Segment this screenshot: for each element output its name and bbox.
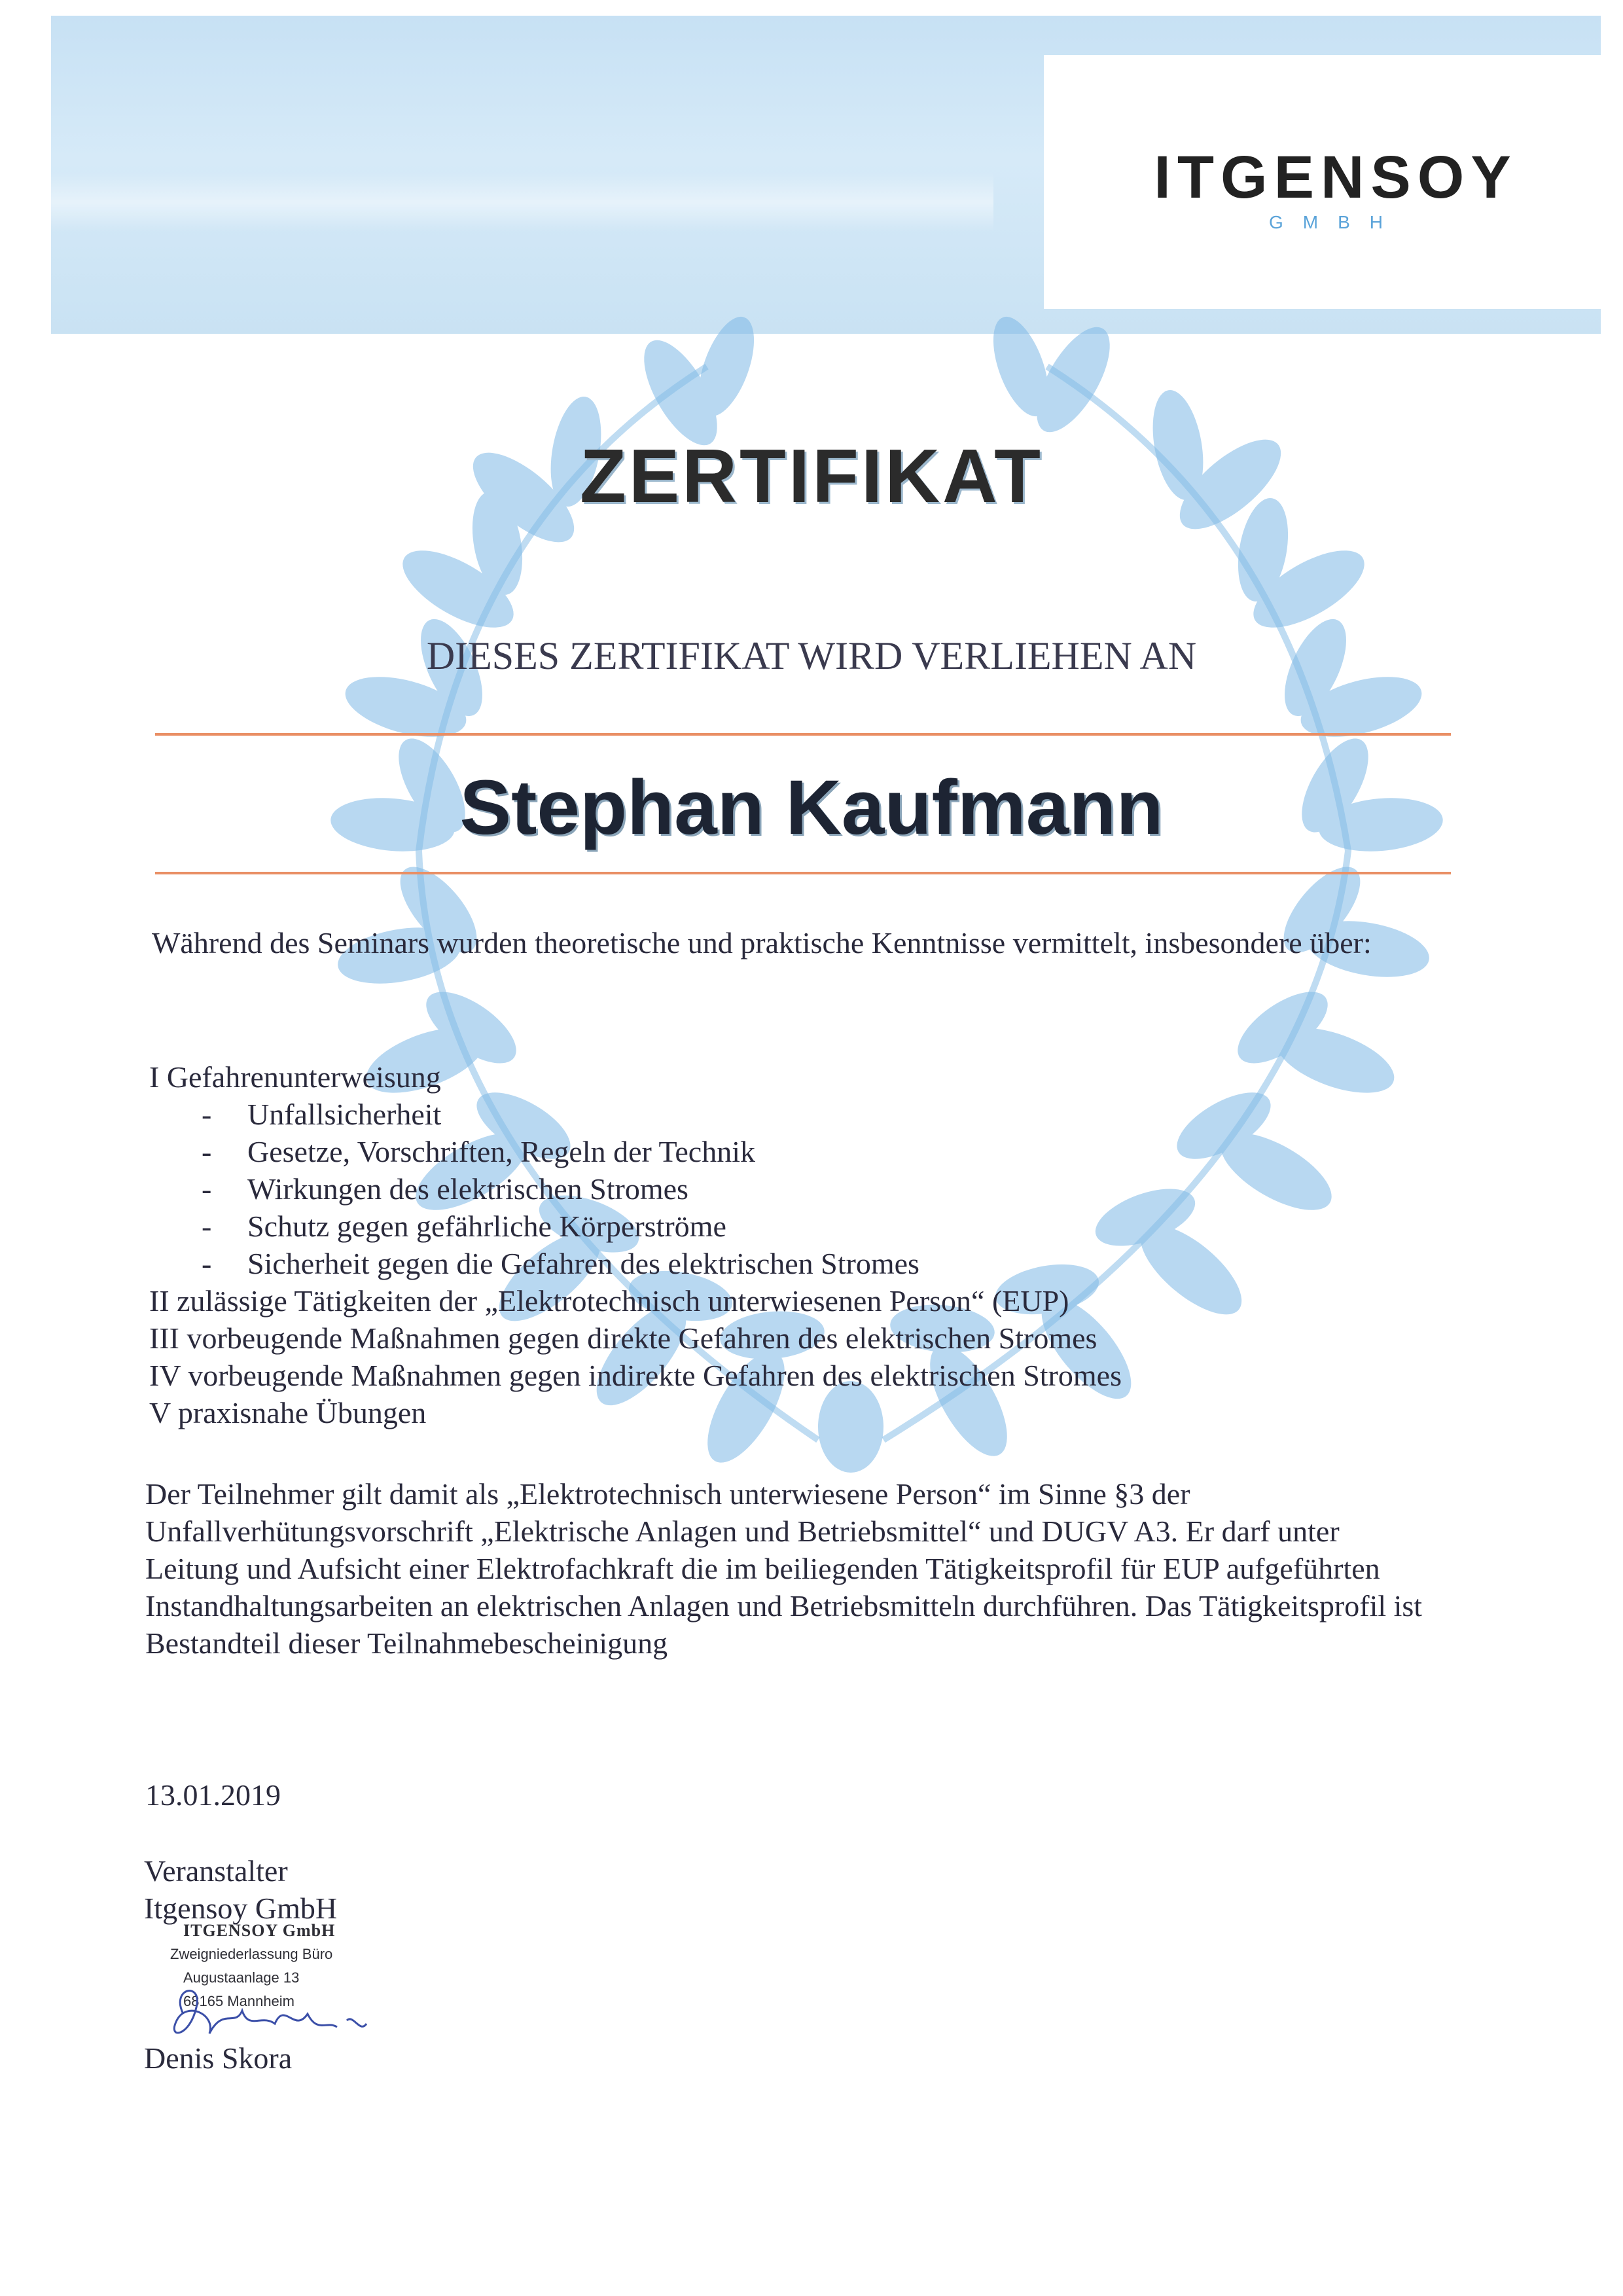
stamp-line: Augustaanlage 13 [183,1969,300,1986]
paragraph-line: Der Teilnehmer gilt damit als „Elektrotechnisch unterwiesene Person“ im Sinne §3 der [145,1477,1190,1511]
issue-date: 13.01.2019 [145,1778,281,1812]
subtopic-item: - Schutz gegen gefährliche Körperströme [149,1208,1122,1245]
certificate-subtitle: DIESES ZERTIFIKAT WIRD VERLIEHEN AN [426,634,1197,677]
organizer-label: Veranstalter [144,1854,288,1888]
topic-item: IV vorbeugende Maßnahmen gegen indirekte Gefahren des elektrischen Stromes [149,1359,1122,1392]
paragraph-line: Bestandteil dieser Teilnahmebescheinigung [145,1626,668,1660]
topic-item: I Gefahrenunterweisung [149,1060,441,1094]
paragraph-line: Leitung und Aufsicht einer Elektrofachkraft die im beiliegenden Tätigkeitsprofil für EUP aufgeführten [145,1552,1380,1585]
organizer-name: Itgensoy GmbH [144,1892,338,1925]
subtopic-item: - Unfallsicherheit [149,1096,1122,1133]
stamp-line: ITGENSOY GmbH [183,1921,336,1940]
divider-top [155,733,1451,736]
paragraph-line: Instandhaltungsarbeiten an elektrischen Anlagen und Betriebsmitteln durchführen. Das Tätigkeitsprofil ist [145,1589,1423,1623]
paragraph-line: Unfallverhütungsvorschrift „Elektrische Anlagen und Betriebsmittel“ und DUGV A3. Er darf unter [145,1515,1340,1548]
subtopic-item: - Gesetze, Vorschriften, Regeln der Technik [149,1133,1122,1170]
subtopic-item: - Wirkungen des elektrischen Stromes [149,1170,1122,1208]
signer-name: Denis Skora [144,2041,293,2075]
topic-item: II zulässige Tätigkeiten der „Elektrotechnisch unterwiesenen Person“ (EUP) [149,1284,1069,1318]
certificate-title: ZERTIFIKAT [580,433,1043,518]
divider-bottom [155,872,1451,874]
topic-item: III vorbeugende Maßnahmen gegen direkte Gefahren des elektrischen Stromes [149,1321,1097,1355]
stamp-line: Zweigniederlassung Büro [170,1946,333,1962]
eligibility-paragraph [145,1475,1422,1662]
recipient-name: Stephan Kaufmann [459,764,1164,851]
topic-item: V praxisnahe Übungen [149,1396,427,1429]
subtopic-item: - Sicherheit gegen die Gefahren des elektrischen Stromes [149,1245,1122,1282]
logo-name: ITGENSOY [1154,144,1518,211]
logo-sub: GMBH [1269,212,1402,232]
intro-text: Während des Seminars wurden theoretische und praktische Kenntnisse vermittelt, insbesondere über: [152,926,1372,960]
topic-list [149,1058,1122,1431]
stamp-line: 68165 Mannheim [183,1993,295,2009]
signature-block [144,1854,537,2089]
